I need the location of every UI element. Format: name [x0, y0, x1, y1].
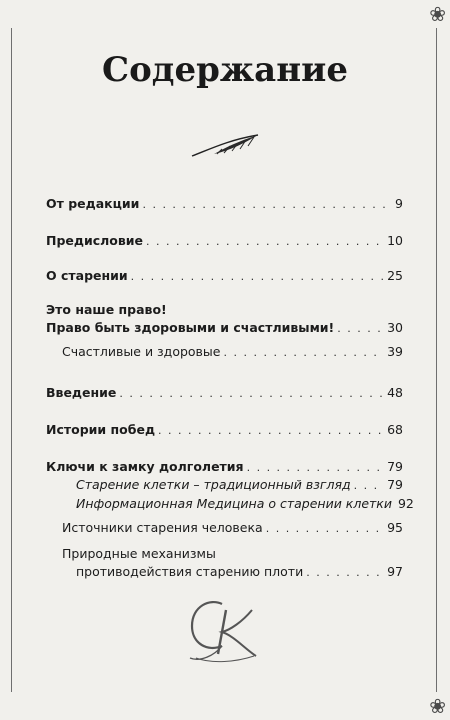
toc-entry-title: Информационная Медицина о старении клетки: [76, 496, 392, 511]
toc-entry-page: 10: [387, 233, 403, 248]
dot-leader: [223, 345, 384, 361]
toc-entry-title: Право быть здоровыми и счастливыми!: [46, 320, 335, 335]
page-title: Содержание: [102, 50, 348, 90]
frame-line-left: [11, 28, 12, 692]
dot-leader: [142, 197, 392, 213]
dot-leader: [337, 321, 384, 337]
toc-entry-title: Введение: [46, 385, 117, 400]
toc-entry-page: 30: [387, 320, 403, 335]
dot-leader: [146, 234, 384, 250]
dot-leader: [119, 386, 384, 402]
toc-entry-title: Старение клетки – традиционный взгляд: [76, 477, 351, 492]
frame-line-right: [436, 28, 437, 692]
toc-subentry[interactable]: [62, 520, 403, 537]
toc-subentry[interactable]: [76, 496, 414, 513]
toc-entry-page: 48: [387, 385, 403, 400]
toc-entry-title: Предисловие: [46, 233, 144, 248]
toc-entry-page: 92: [397, 496, 414, 511]
toc-entry[interactable]: [46, 320, 403, 337]
publisher-monogram-logo: [182, 596, 268, 666]
dot-leader: [306, 565, 384, 581]
toc-entry-title: От редакции: [46, 196, 140, 211]
ornament-swirl-bottom: ❀: [429, 694, 446, 718]
toc-entry-title-line1: Это наше право!: [46, 302, 167, 317]
toc-entry[interactable]: [46, 385, 403, 402]
ornament-swirl-top: ❀: [429, 2, 446, 26]
toc-subentry[interactable]: [76, 564, 403, 581]
toc-entry-title: Счастливые и здоровые: [62, 344, 221, 359]
toc-subentry[interactable]: [62, 344, 403, 361]
dot-leader: [266, 521, 384, 537]
dot-leader: [247, 460, 385, 476]
toc-entry[interactable]: [46, 196, 403, 213]
toc-entry-title: противодействия старению плоти: [76, 564, 304, 579]
toc-entry-page: 9: [395, 196, 403, 211]
toc-entry-page: 39: [387, 344, 403, 359]
dot-leader: [158, 423, 384, 439]
toc-entry-title-line1: Природные механизмы: [62, 546, 216, 561]
toc-entry-page: 79: [387, 459, 403, 474]
toc-entry-page: 25: [387, 268, 403, 283]
toc-entry-title: Истории побед: [46, 422, 156, 437]
toc-entry[interactable]: [46, 233, 403, 250]
toc-entry-title: Ключи к замку долголетия: [46, 459, 244, 474]
toc-entry-title: Источники старения человека: [62, 520, 263, 535]
toc-entry[interactable]: [46, 422, 403, 439]
toc-entry[interactable]: [46, 459, 403, 476]
dot-leader: [131, 269, 384, 285]
toc-entry-page: 95: [387, 520, 403, 535]
dot-leader: [354, 478, 384, 494]
toc-subentry[interactable]: [76, 477, 403, 494]
toc-entry[interactable]: [46, 268, 403, 285]
toc-entry-page: 79: [387, 477, 403, 492]
toc-entry-page: 68: [387, 422, 403, 437]
toc-entry-title: О старении: [46, 268, 128, 283]
toc-entry-page: 97: [387, 564, 403, 579]
